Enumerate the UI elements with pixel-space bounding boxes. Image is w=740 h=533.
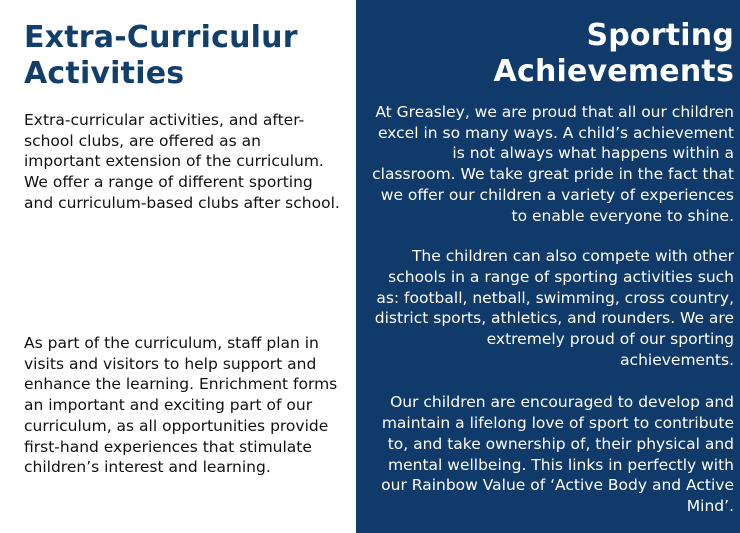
extra-curricular-title-line-1: Extra-Curriculur — [24, 20, 298, 55]
extra-curricular-title — [24, 20, 342, 92]
extra-curricular-paragraph-2: As part of the curriculum, staff plan in visits and visitors to help support and enhance the learning. Enrichment forms an important and exciting part of our curriculum, as all opportunities provide first-hand experiences that stimulate children’s interest and learning. — [24, 334, 338, 477]
sporting-achievements-panel — [356, 0, 740, 533]
sporting-achievements-title-line-1: Sporting — [586, 18, 734, 53]
extra-curricular-panel — [0, 0, 356, 533]
sporting-achievements-title — [372, 18, 734, 90]
sporting-achievements-paragraph-3: Our children are encouraged to develop and maintain a lifelong love of sport to contribute to, and take ownership of, their physical and mental wellbeing. This links in perfectly with our Rainbow Value of ‘Active Body and Active Mind’. — [381, 393, 734, 515]
sporting-achievements-paragraph-1: At Greasley, we are proud that all our children excel in so many ways. A child’s achievement is not always what happens within a classroom. We take great pride in the fact that we offer our children a variety of experiences to enable everyone to shine. — [372, 103, 734, 225]
sporting-achievements-title-line-2: Achievements — [493, 54, 734, 89]
sporting-achievements-paragraph-2: The children can also compete with other schools in a range of sporting activities such as: football, netball, swimming, cross country, district sports, athletics, and rounders. We are extremely proud of our sporting achievements. — [374, 247, 734, 369]
extra-curricular-paragraph-1: Extra-curricular activities, and after-school clubs, are offered as an important extension of the curriculum. We offer a range of different sporting and curriculum-based clubs after school. — [24, 111, 340, 212]
extra-curricular-title-line-2: Activities — [24, 56, 185, 91]
